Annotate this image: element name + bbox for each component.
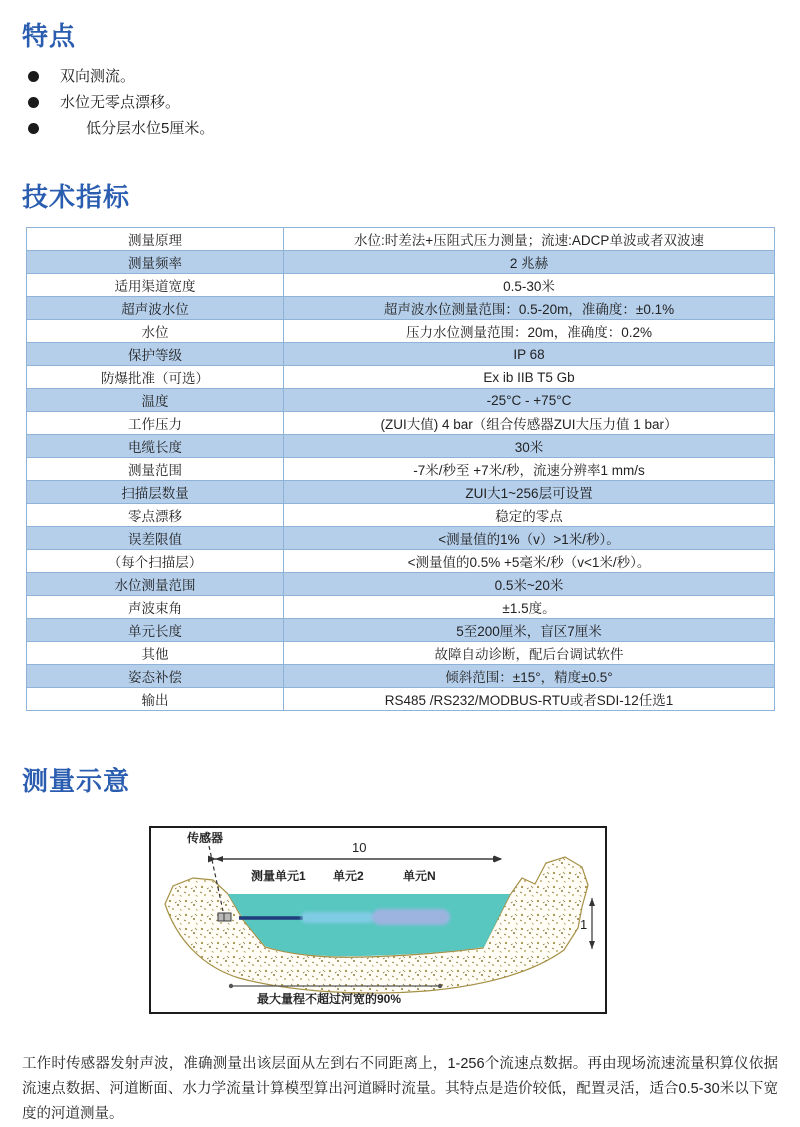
spec-label: 姿态补偿	[27, 665, 284, 688]
acoustic-beam-mid	[301, 912, 374, 923]
spec-value: 倾斜范围：±15°，精度±0.5°	[284, 665, 775, 688]
table-row	[27, 527, 775, 550]
table-row	[27, 251, 775, 274]
table-row	[27, 504, 775, 527]
table-row	[27, 550, 775, 573]
unit-label-2: 单元2	[333, 868, 364, 883]
spec-label: （每个扫描层）	[27, 550, 284, 573]
specs-table	[26, 227, 775, 711]
feature-item	[28, 121, 800, 137]
spec-value: 0.5-30米	[284, 274, 775, 297]
bullet-icon	[28, 123, 39, 134]
spec-label: 误差限值	[27, 527, 284, 550]
spec-value: -25°C - +75°C	[284, 389, 775, 412]
width-arrowhead-right	[493, 856, 501, 862]
width-arrowhead-left	[215, 856, 223, 862]
spec-label: 测量范围	[27, 458, 284, 481]
spec-value: <测量值的0.5% +5毫米/秒（v<1米/秒）。	[284, 550, 775, 573]
description-paragraph: 工作时传感器发射声波，准确测量出该层面从左到右不同距离上，1-256个流速点数据。再由现场流速流量积算仪依据流速点数据、河道断面、水力学流量计算模型算出河道瞬时流量。其特点是造价较低，配置灵活，适合0.5-30米以下宽度的河道测量。	[22, 1055, 778, 1122]
table-row	[27, 412, 775, 435]
spec-label: 扫描层数量	[27, 481, 284, 504]
feature-text: 双向测流。	[60, 67, 136, 85]
feature-text: 水位无零点漂移。	[60, 93, 181, 111]
spec-value: 稳定的零点	[284, 504, 775, 527]
spec-value: IP 68	[284, 343, 775, 366]
spec-value: 水位:时差法+压阻式压力测量；流速:ADCP单波或者双波速	[284, 228, 775, 251]
table-row	[27, 435, 775, 458]
spec-value: 30米	[284, 435, 775, 458]
depth-dimension-label: 1	[580, 916, 588, 932]
spec-label: 防爆批准（可选）	[27, 366, 284, 389]
spec-value: <测量值的1%（v）>1米/秒）。	[284, 527, 775, 550]
spec-label: 测量原理	[27, 228, 284, 251]
table-row	[27, 343, 775, 366]
spec-label: 其他	[27, 642, 284, 665]
spec-label: 适用渠道宽度	[27, 274, 284, 297]
spec-label: 温度	[27, 389, 284, 412]
spec-value: 0.5米~20米	[284, 573, 775, 596]
feature-item	[28, 95, 800, 111]
range-dot-left	[229, 984, 233, 988]
river-water	[228, 894, 510, 956]
depth-arrowhead-bottom	[589, 941, 595, 949]
spec-value: 压力水位测量范围：20m，准确度：0.2%	[284, 320, 775, 343]
spec-label: 零点漂移	[27, 504, 284, 527]
spec-label: 水位	[27, 320, 284, 343]
features-title: 特点	[22, 21, 77, 51]
spec-value: 5至200厘米，盲区7厘米	[284, 619, 775, 642]
table-row	[27, 481, 775, 504]
unit-label-3: 单元N	[403, 868, 436, 883]
unit-label-1: 测量单元1	[251, 868, 306, 883]
table-row	[27, 665, 775, 688]
table-row	[27, 573, 775, 596]
table-row	[27, 642, 775, 665]
table-row	[27, 619, 775, 642]
range-note: 最大量程不超过河宽的90%	[256, 991, 402, 1006]
spec-value: -7米/秒至 +7米/秒，流速分辨率1 mm/s	[284, 458, 775, 481]
spec-label: 输出	[27, 688, 284, 711]
acoustic-beam-far	[372, 909, 450, 925]
table-row	[27, 458, 775, 481]
spec-label: 电缆长度	[27, 435, 284, 458]
river-cross-section-figure	[151, 828, 605, 1012]
table-row	[27, 688, 775, 711]
spec-label: 测量频率	[27, 251, 284, 274]
table-row	[27, 228, 775, 251]
sensor-label: 传感器	[187, 830, 224, 845]
spec-value: (ZUI大值) 4 bar（组合传感器ZUI大压力值 1 bar）	[284, 412, 775, 435]
spec-label: 超声波水位	[27, 297, 284, 320]
spec-label: 工作压力	[27, 412, 284, 435]
bullet-icon	[28, 71, 39, 82]
specs-table-body	[27, 228, 775, 711]
spec-value: RS485 /RS232/MODBUS-RTU或者SDI-12任选1	[284, 688, 775, 711]
spec-label: 单元长度	[27, 619, 284, 642]
spec-value: 超声波水位测量范围：0.5-20m，准确度：±0.1%	[284, 297, 775, 320]
spec-value: ±1.5度。	[284, 596, 775, 619]
features-list	[28, 69, 800, 137]
feature-text: 低分层水位5厘米。	[86, 119, 215, 137]
table-row	[27, 596, 775, 619]
table-row	[27, 389, 775, 412]
spec-value: 2 兆赫	[284, 251, 775, 274]
spec-value: Ex ib IIB T5 Gb	[284, 366, 775, 389]
spec-value: ZUI大1~256层可设置	[284, 481, 775, 504]
spec-label: 保护等级	[27, 343, 284, 366]
range-dot-right	[438, 984, 442, 988]
specs-title: 技术指标	[22, 181, 131, 212]
table-row	[27, 297, 775, 320]
feature-item	[28, 69, 800, 85]
bullet-icon	[28, 97, 39, 108]
table-row	[27, 274, 775, 297]
spec-value: 故障自动诊断，配后台调试软件	[284, 642, 775, 665]
table-row	[27, 320, 775, 343]
spec-label: 水位测量范围	[27, 573, 284, 596]
diagram-title: 测量示意	[22, 766, 131, 797]
measurement-diagram	[149, 826, 607, 1014]
spec-label: 声波束角	[27, 596, 284, 619]
depth-arrowhead-top	[589, 898, 595, 906]
table-row	[27, 366, 775, 389]
width-dimension-label: 10	[352, 839, 367, 855]
